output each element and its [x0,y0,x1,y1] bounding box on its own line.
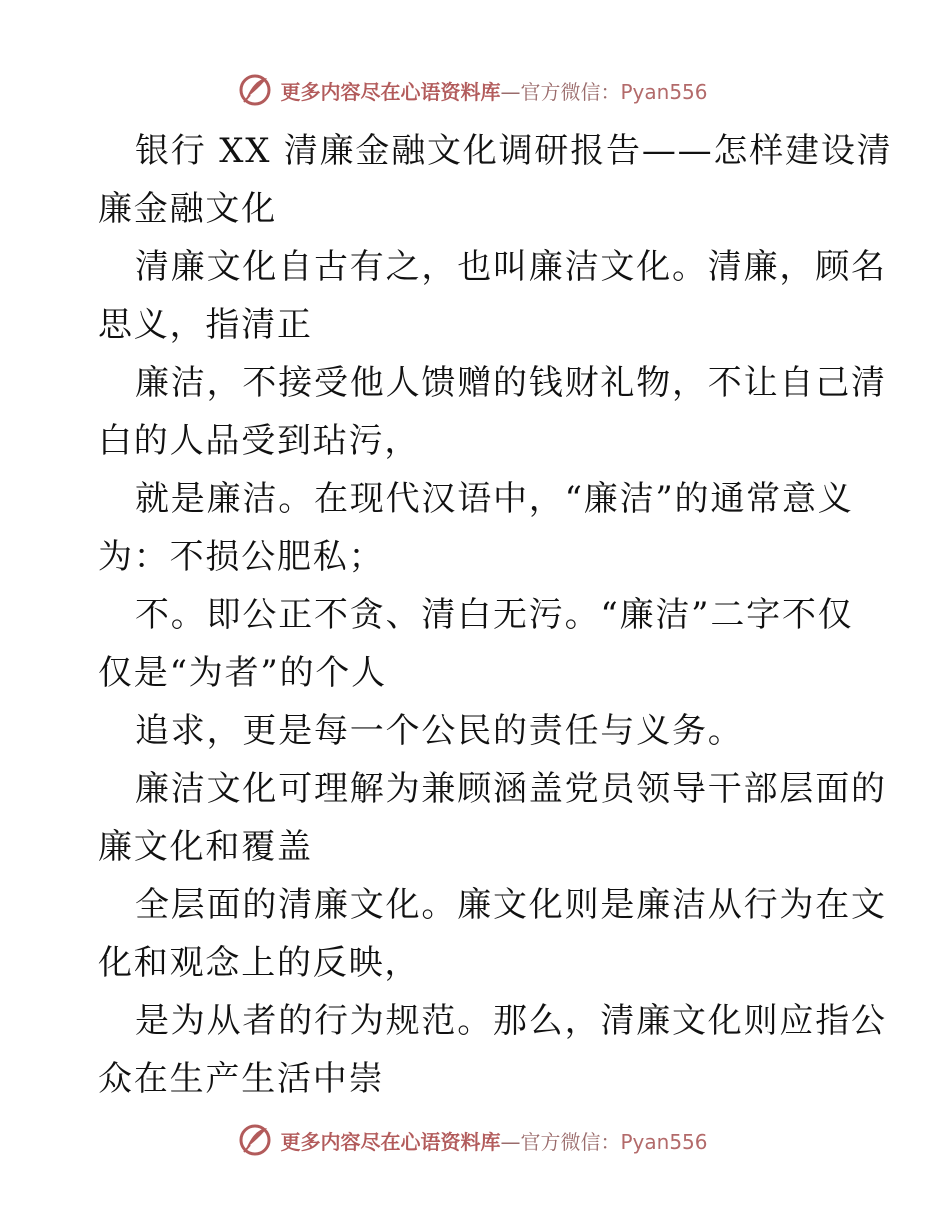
paragraph-line: 清廉文化自古有之，也叫廉洁文化。清廉，顾名 [135,247,887,287]
paragraph-line: 为：不损公肥私； [98,537,385,577]
paragraph-line: 廉洁，不接受他人馈赠的钱财礼物，不让自己清 [135,363,887,403]
paragraph-line: 追求，更是每一个公民的责任与义务。 [135,711,744,751]
document-body [98,122,893,1108]
watermark-wechat-id: Pyan556 [620,79,708,104]
paragraph-line: 是为从者的行为规范。那么，清廉文化则应指公 [135,1001,887,1041]
watermark-brand-text: 更多内容尽在心语资料库 [280,79,501,104]
paragraph-line: 众在生产生活中崇 [98,1059,385,1099]
watermark-dash: — [500,79,521,104]
header-watermark [0,70,950,110]
watermark-dash: — [500,1129,521,1154]
paragraph-line: 不。即公正不贪、清白无污。“廉洁”二字不仅 [135,595,854,635]
footer-watermark [0,1120,950,1160]
title-line-2: 廉金融文化 [98,189,277,229]
watermark-brand-text: 更多内容尽在心语资料库 [280,1129,501,1154]
paragraph-line: 白的人品受到玷污， [98,421,421,461]
paragraph-line: 思义，指清正 [98,305,313,345]
paragraph-line: 仅是“为者”的个人 [98,653,387,693]
paragraph-line: 化和观念上的反映， [98,943,421,983]
paragraph-line: 廉文化和覆盖 [98,827,313,867]
paragraph-line: 全层面的清廉文化。廉文化则是廉洁从行为在文 [135,885,887,925]
title-line-1: 银行 XX 清廉金融文化调研报告——怎样建设清 [135,131,893,171]
paragraph-line: 就是廉洁。在现代汉语中，“廉洁”的通常意义 [135,479,854,519]
watermark-wechat-label: 官方微信： [520,1129,621,1154]
watermark-wechat-id: Pyan556 [620,1129,708,1154]
quill-seal-logo-icon [238,1123,272,1157]
quill-seal-logo-icon [238,73,272,107]
watermark-wechat-label: 官方微信： [520,79,621,104]
paragraph-line: 廉洁文化可理解为兼顾涵盖党员领导干部层面的 [135,769,887,809]
